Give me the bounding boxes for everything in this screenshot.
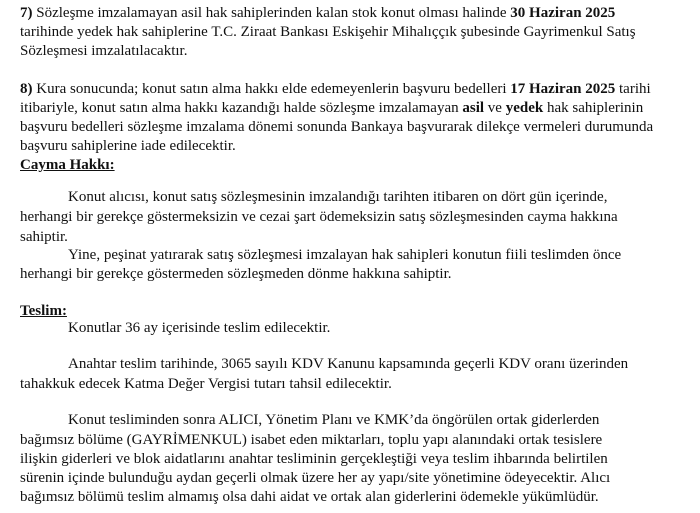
cayma-heading: Cayma Hakkı: — [20, 157, 115, 173]
item8-line-3: başvuru bedelleri sözleşme imzalama dönemi sonunda Bankaya başvurarak dilekçe vermeleri durumunda — [20, 119, 654, 135]
item8-text-2a: itibariyle, konut satın alma hakkı kazandığı halde sözleşme imzalamayan — [20, 100, 463, 116]
cayma-p1-line-1: Konut alıcısı, konut satış sözleşmesinin imzalandığı tarihten itibaren on dört gün içerinde, — [68, 189, 608, 205]
item7-line-1 — [20, 4, 615, 23]
item8-asil: asil — [462, 100, 485, 116]
item7-line-3: Sözleşmesi imzalatılacaktır. — [20, 43, 188, 59]
teslim-p3-line-2: bağımsız bölüme (GAYRİMENKUL) isabet eden miktarları, toplu yapı alanındaki ortak tesislere — [20, 432, 603, 448]
cayma-p1-line-2: herhangi bir gerekçe göstermeksizin ve cezai şart ödemeksizin satış sözleşmesinden cayma hakkına — [20, 209, 618, 225]
item8-line-1 — [20, 80, 651, 99]
item7-text: Sözleşme imzalamayan asil hak sahiplerinden kalan stok konut olması halinde — [32, 5, 511, 21]
teslim-p3-line-3: ilişkin giderleri ve blok aidatlarını anahtar tesliminin gerçekleştiği veya teslim ihbarında belirtilen — [20, 451, 608, 467]
cayma-p2-line-2: herhangi bir gerekçe göstermeden sözleşmeden dönme hakkına sahiptir. — [20, 266, 452, 282]
item8-yedek: yedek — [505, 100, 544, 116]
item8-ve: ve — [484, 100, 506, 116]
cayma-p1-line-3: sahiptir. — [20, 229, 68, 245]
cayma-p2-line-1: Yine, peşinat yatırarak satış sözleşmesi imzalayan hak sahipleri konutun fiili teslimden önce — [68, 247, 622, 263]
teslim-heading: Teslim: — [20, 303, 67, 319]
item7-date: 30 Haziran 2025 — [510, 5, 616, 21]
item7-line-2: tarihinde yedek hak sahiplerine T.C. Ziraat Bankası Eskişehir Mihalıççık şubesinde Gayrimenkul Satış — [20, 24, 636, 40]
item7-number: 7) — [20, 5, 33, 21]
teslim-p3-line-4: sürenin içinde bulunduğu aydan geçerli olmak üzere her ay yapı/site yönetimine ödeyecektir. Alıcı — [20, 470, 611, 486]
teslim-p2-line-1: Anahtar teslim tarihinde, 3065 sayılı KDV Kanunu kapsamında geçerli KDV oranı üzerinden — [68, 356, 629, 372]
teslim-p2-line-2: tahakkuk edecek Katma Değer Vergisi tutarı tahsil edilecektir. — [20, 376, 392, 392]
item8-line-2 — [20, 99, 643, 118]
item8-text-2b: hak sahiplerinin — [543, 100, 644, 116]
teslim-p3-line-1: Konut tesliminden sonra ALICI, Yönetim Planı ve KMK’da öngörülen ortak giderlerden — [68, 412, 600, 428]
item8-number: 8) — [20, 81, 33, 97]
teslim-p1-line-1: Konutlar 36 ay içerisinde teslim edilecektir. — [68, 320, 331, 336]
teslim-p3-line-5: bağımsız bölümü teslim almamış olsa dahi aidat ve ortak alan giderlerini ödemekle yükümlüdür. — [20, 489, 599, 505]
item8-line-4: başvuru sahiplerine iade edilecektir. — [20, 138, 236, 154]
item8-text: Kura sonucunda; konut satın alma hakkı elde edemeyenlerin başvuru bedelleri — [32, 81, 511, 97]
item8-text-tail: tarihi — [615, 81, 651, 97]
item8-date: 17 Haziran 2025 — [510, 81, 616, 97]
